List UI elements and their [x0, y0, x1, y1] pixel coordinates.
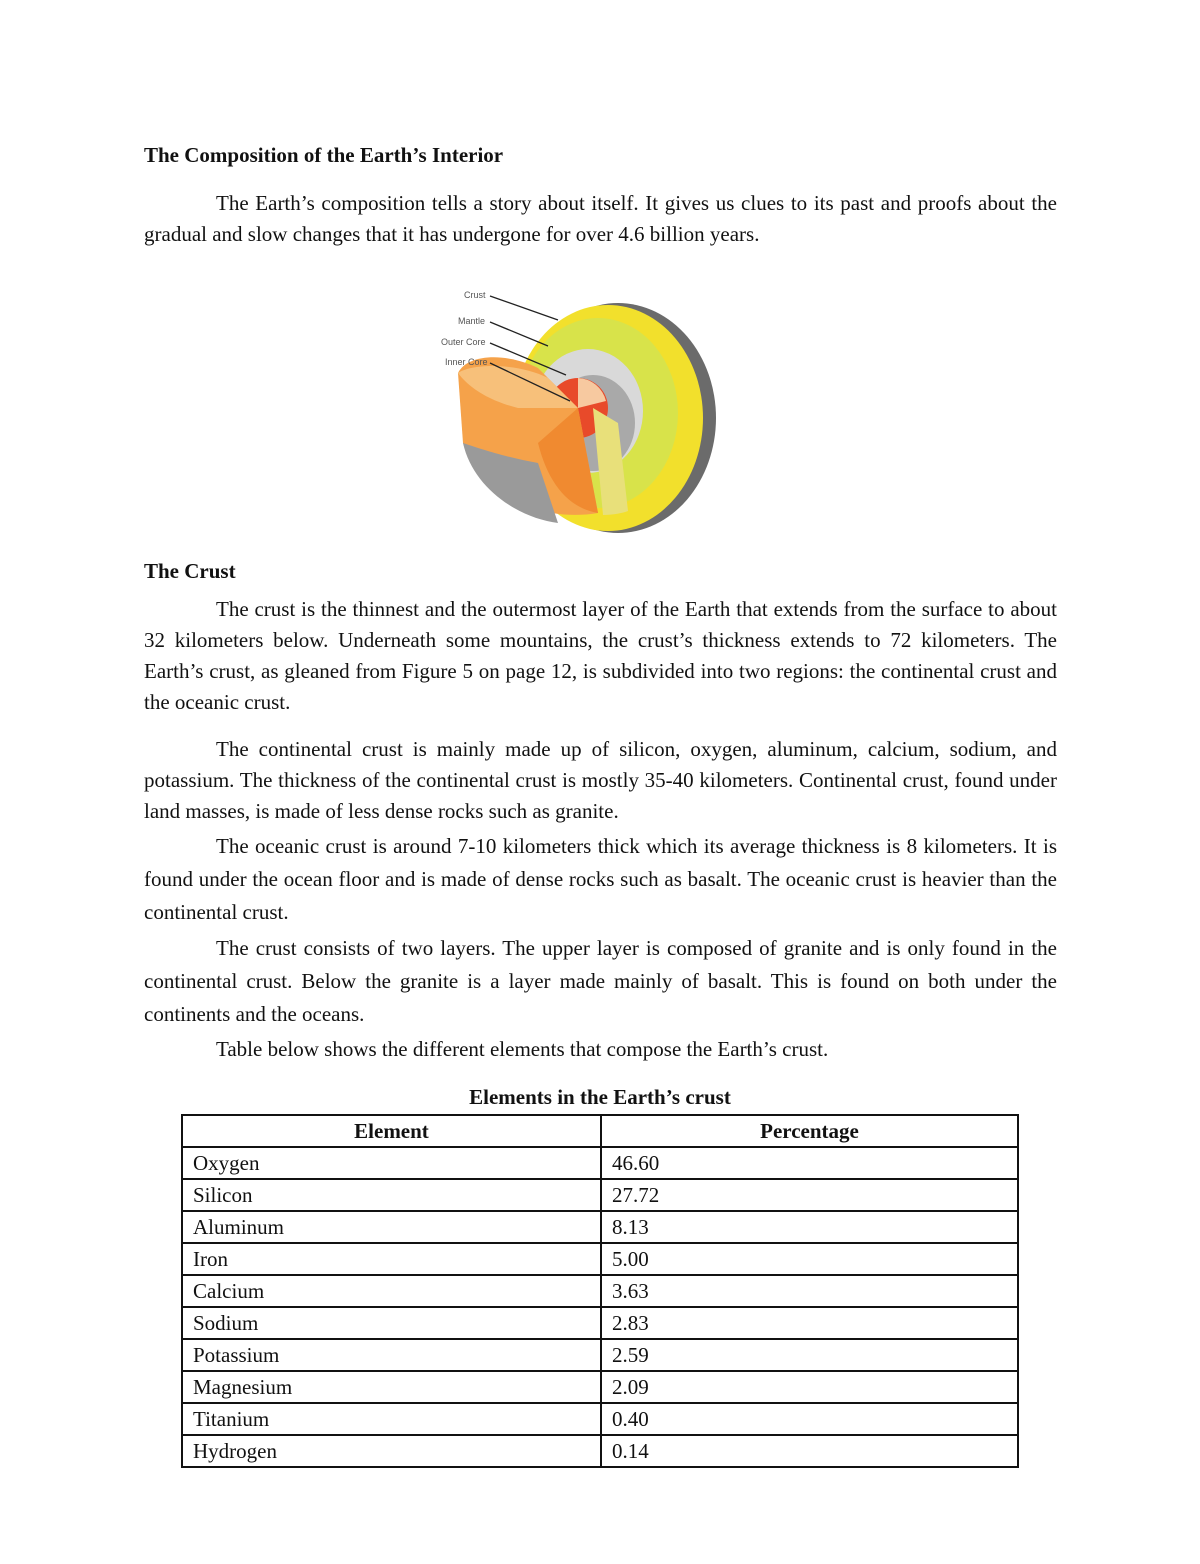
percentage-cell: 3.63 [601, 1275, 1018, 1307]
element-cell: Aluminum [182, 1211, 601, 1243]
intro-paragraph: The Earth’s composition tells a story about itself. It gives us clues to its past and proofs about the gradual and slow changes that it has undergone for over 4.6 billion years. [144, 191, 1057, 246]
page-title: The Composition of the Earth’s Interior [144, 143, 504, 167]
label-mantle: Mantle [458, 316, 486, 326]
leader-mantle [490, 322, 548, 346]
leader-crust [490, 296, 558, 320]
element-cell: Hydrogen [182, 1435, 601, 1467]
percentage-cell: 0.14 [601, 1435, 1018, 1467]
table-row [182, 1147, 1018, 1179]
element-cell: Iron [182, 1243, 601, 1275]
table-row [182, 1435, 1018, 1467]
label-outer-core: Outer Core [441, 337, 486, 347]
table-row [182, 1307, 1018, 1339]
percentage-cell: 5.00 [601, 1243, 1018, 1275]
crust-paragraph-4: The crust consists of two layers. The upper layer is composed of granite and is only found in the continental crust. Below the granite is a layer made mainly of basalt. This is found on both under the continents and the oceans. [144, 936, 1057, 1026]
table-row [182, 1339, 1018, 1371]
percentage-cell: 0.40 [601, 1403, 1018, 1435]
element-cell: Potassium [182, 1339, 601, 1371]
percentage-cell: 46.60 [601, 1147, 1018, 1179]
table-header-row [182, 1115, 1018, 1147]
percentage-cell: 2.83 [601, 1307, 1018, 1339]
element-cell: Titanium [182, 1403, 601, 1435]
column-header-element: Element [182, 1115, 601, 1147]
percentage-cell: 27.72 [601, 1179, 1018, 1211]
elements-table [181, 1114, 1019, 1468]
table-row [182, 1179, 1018, 1211]
crust-paragraph-2: The continental crust is mainly made up of silicon, oxygen, aluminum, calcium, sodium, and potassium. The thickness of the continental crust is mostly 35-40 kilometers. Continental crust, found under land masses, is made of less dense rocks such as granite. [144, 737, 1057, 823]
element-cell: Oxygen [182, 1147, 601, 1179]
earth-interior-diagram [428, 283, 738, 545]
label-inner-core: Inner Core [445, 357, 488, 367]
percentage-cell: 2.09 [601, 1371, 1018, 1403]
percentage-cell: 2.59 [601, 1339, 1018, 1371]
table-title: Elements in the Earth’s crust [469, 1085, 731, 1109]
crust-heading: The Crust [144, 559, 236, 583]
table-row [182, 1243, 1018, 1275]
crust-paragraph-3: The oceanic crust is around 7-10 kilometers thick which its average thickness is 8 kilometers. It is found under the ocean floor and is made of dense rocks such as basalt. The oceanic crust is heavier than the continental crust. [144, 834, 1057, 924]
element-cell: Sodium [182, 1307, 601, 1339]
table-row [182, 1403, 1018, 1435]
crust-paragraph-1: The crust is the thinnest and the outermost layer of the Earth that extends from the surface to about 32 kilometers below. Underneath some mountains, the crust’s thickness extends to 72 kilometers. The Earth’s crust, as gleaned from Figure 5 on page 12, is subdivided into two regions: the continental crust and the oceanic crust. [144, 597, 1057, 714]
column-header-percentage: Percentage [601, 1115, 1018, 1147]
label-crust: Crust [464, 290, 486, 300]
table-row [182, 1211, 1018, 1243]
percentage-cell: 8.13 [601, 1211, 1018, 1243]
element-cell: Silicon [182, 1179, 601, 1211]
table-row [182, 1371, 1018, 1403]
element-cell: Magnesium [182, 1371, 601, 1403]
crust-paragraph-5: Table below shows the different elements that compose the Earth’s crust. [216, 1037, 829, 1061]
table-row [182, 1275, 1018, 1307]
element-cell: Calcium [182, 1275, 601, 1307]
